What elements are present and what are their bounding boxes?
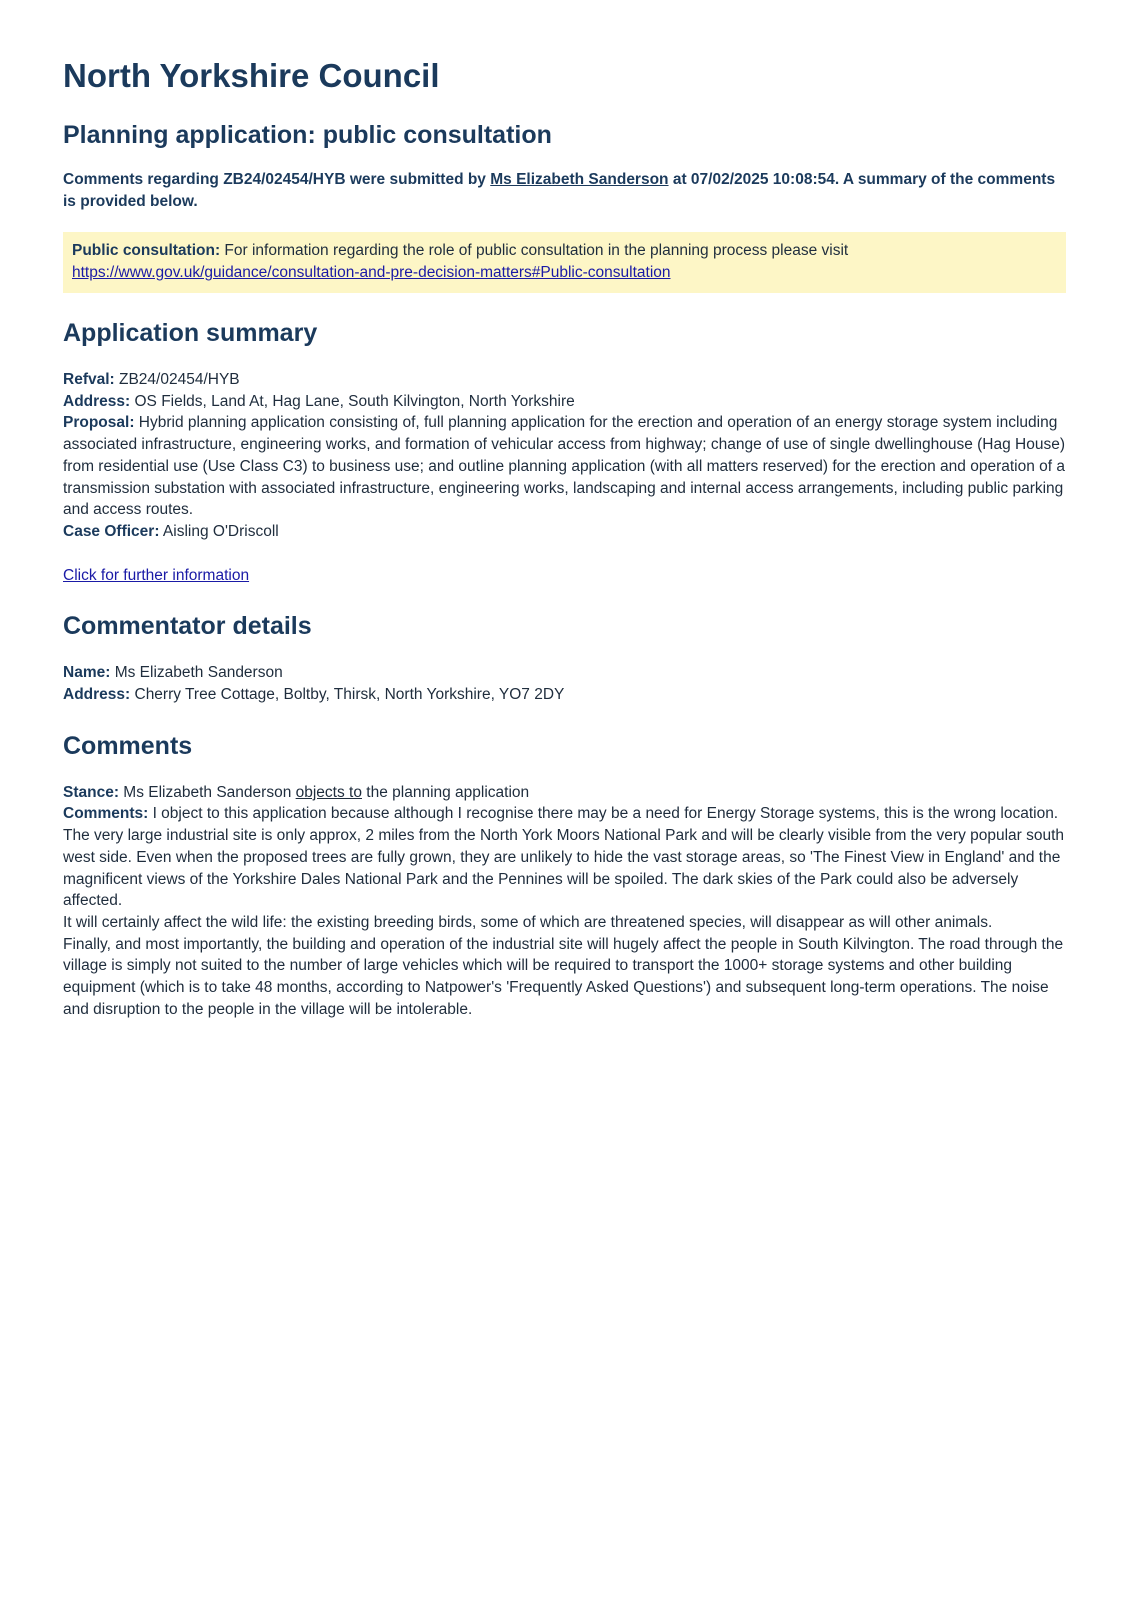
stance-suffix: the planning application <box>361 783 530 801</box>
further-info-row <box>63 565 1066 587</box>
comment-paragraph: The very large industrial site is only approx, 2 miles from the North York Moors National Park and will be clearly visible from the very popular south west side. Even when the proposed trees are fully grown, they are unlikely to hide the vast storage areas, so 'The Finest View in England' and the magnificent views of the Yorkshire Dales National Park and the Pennines will be spoiled. The dark skies of the Park could also be adversely affected. <box>63 827 1065 910</box>
comment-text: I object to this application because although I recognise there may be a need for Energy Storage systems, this is the wrong location. <box>148 805 1059 823</box>
council-title: North Yorkshire Council <box>63 57 440 94</box>
intro-suffix: at 07/02/2025 10:08:54. A summary of the comments is provided below. <box>63 171 1056 210</box>
stance-objects-link[interactable]: objects to <box>295 783 362 801</box>
proposal-value: Hybrid planning application consisting of, full planning application for the erection and operation of an energy storage system including associated infrastructure, engineering works, and formation of vehicular access from highway; change of use of single dwellinghouse (Hag House) from residential use (Use Class C3) to business use; and outline planning application (with all matters reserved) for the erection and operation of a transmission substation with associated infrastructure, engineering works, landscaping and internal access arrangements, including public parking and access routes. <box>63 414 1066 519</box>
intro-prefix: Comments regarding ZB24/02454/HYB were submitted by <box>63 171 491 188</box>
notice-label: Public consultation: <box>72 242 221 259</box>
comments-label: Comments: <box>63 805 149 823</box>
case-officer-row <box>63 521 1066 543</box>
consultation-guidance-link[interactable]: https://www.gov.uk/guidance/consultation-and-pre-decision-matters#Public-consultation <box>72 264 671 281</box>
proposal-row <box>63 412 1066 521</box>
commentator-name-value: Ms Elizabeth Sanderson <box>110 664 283 682</box>
public-consultation-notice <box>63 232 1066 293</box>
case-officer-label: Case Officer: <box>63 522 160 540</box>
application-summary <box>63 369 1066 543</box>
commentator-name-row <box>63 662 1066 684</box>
further-information-link[interactable]: Click for further information <box>63 566 250 584</box>
intro-text <box>63 169 1066 213</box>
stance-name: Ms Elizabeth Sanderson <box>119 783 296 801</box>
stance-label: Stance: <box>63 783 119 801</box>
comment-paragraph <box>63 803 1066 825</box>
proposal-label: Proposal: <box>63 414 135 432</box>
comment-paragraph: It will certainly affect the wild life: the existing breeding birds, some of which are threatened species, will disappear as will other animals. <box>63 913 993 931</box>
application-summary-heading: Application summary <box>63 319 318 347</box>
commentator-details-heading: Commentator details <box>63 612 312 641</box>
refval-value: ZB24/02454/HYB <box>114 371 240 388</box>
commentator-details <box>63 662 1066 705</box>
commentator-name-label: Name: <box>63 664 111 682</box>
page-title: Planning application: public consultation <box>63 121 552 149</box>
refval-label: Refval: <box>63 371 115 388</box>
comments-heading: Comments <box>63 731 193 760</box>
refval-row <box>63 369 1066 391</box>
comments-section <box>63 782 1066 1021</box>
address-label: Address: <box>63 392 131 410</box>
address-row <box>63 391 1066 413</box>
address-value: OS Fields, Land At, Hag Lane, South Kilvington, North Yorkshire <box>130 392 575 410</box>
comment-paragraph: Finally, and most importantly, the building and operation of the industrial site will hugely affect the people in South Kilvington. The road through the village is simply not suited to the number of large vehicles which will be required to transport the 1000+ storage systems and other building equipment (which is to take 48 months, according to Natpower's 'Frequently Asked Questions') and subsequent long-term operations. The noise and disruption to the people in the village will be intolerable. <box>63 935 1064 1018</box>
submitter-link[interactable]: Ms Elizabeth Sanderson <box>490 171 669 188</box>
commentator-address-label: Address: <box>63 686 131 704</box>
stance-row <box>63 782 1066 804</box>
commentator-address-row <box>63 684 1066 706</box>
case-officer-value: Aisling O'Driscoll <box>159 522 279 540</box>
notice-text: For information regarding the role of public consultation in the planning process please visit <box>220 242 849 259</box>
commentator-address-value: Cherry Tree Cottage, Boltby, Thirsk, North Yorkshire, YO7 2DY <box>130 686 565 704</box>
